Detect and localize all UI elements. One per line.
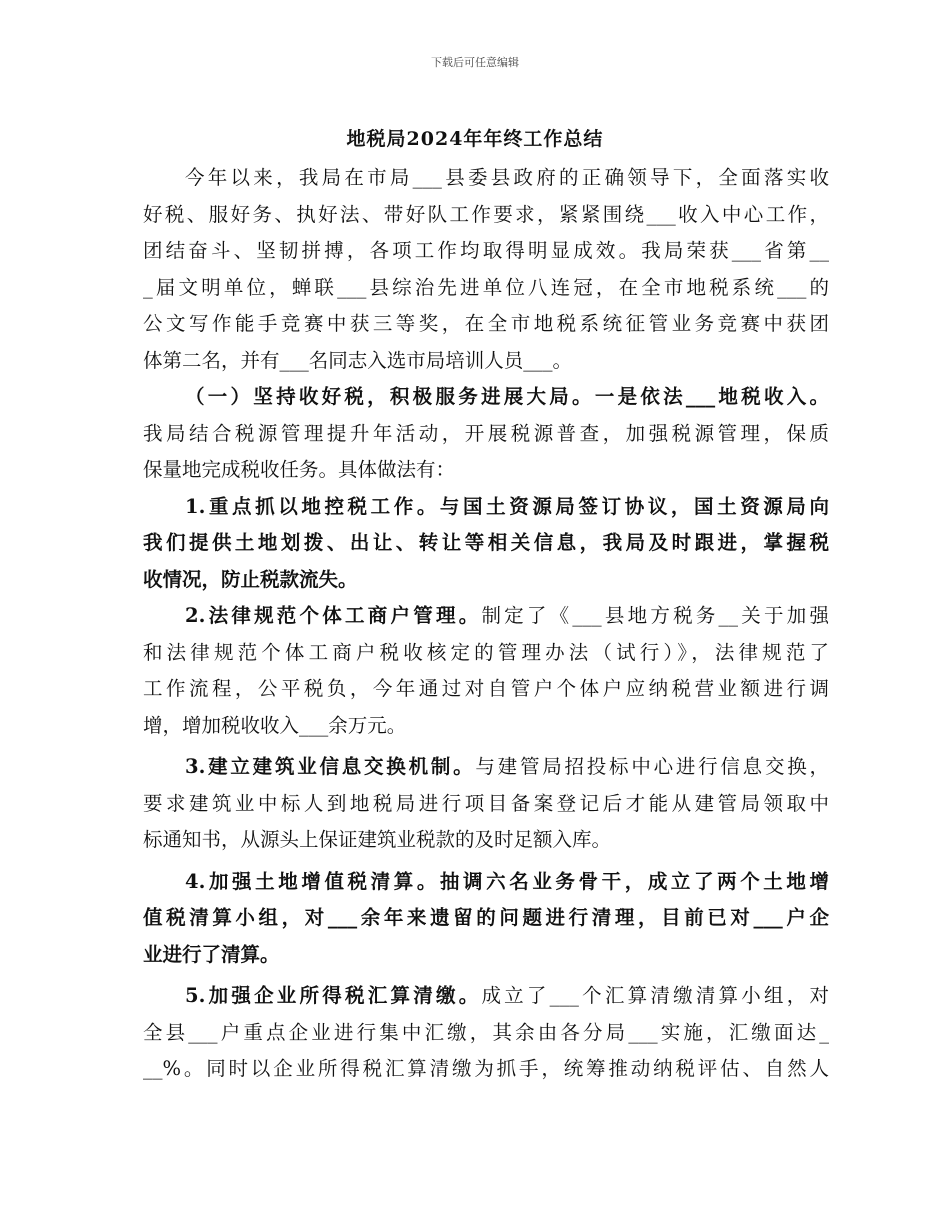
text-line: __%。同时以企业所得税汇算清缴为抓手，统筹推动纳税评估、自然人: [143, 1057, 829, 1080]
text-line: 和法律规范个体工商户税收核定的管理办法（试行）》，法律规范了: [143, 640, 829, 664]
item-heading: 5.加强企业所得税汇算清缴。: [185, 984, 482, 1007]
paragraph-item-2: [143, 598, 829, 744]
paragraph-section-1: [143, 379, 829, 489]
text-line: [143, 978, 829, 1015]
item-heading: 2.法律规范个体工商户管理。: [185, 604, 482, 627]
paragraph-intro: [143, 160, 829, 379]
text-line: _届文明单位，蝉联___县综治先进单位八连冠，在全市地税系统___的: [143, 275, 829, 299]
text-line: 1.重点抓以地控税工作。与国土资源局签订协议，国土资源局向: [185, 494, 829, 518]
section-heading-line: （一）坚持收好税，积极服务进展大局。一是依法___地税收入。: [185, 385, 829, 408]
text-line: 4.加强土地增值税清算。抽调六名业务骨干，成立了两个土地增: [185, 869, 829, 893]
text-line: 团结奋斗、坚韧拼搏，各项工作均取得明显成效。我局荣获___省第__: [143, 239, 829, 262]
item-text: 与建管局招投标中心进行信息交换，: [475, 755, 829, 778]
text-line: 收情况，防止税款流失。: [143, 567, 358, 591]
header-note: 下载后可任意编辑: [431, 56, 519, 69]
paragraph-item-5: [143, 978, 829, 1088]
text-line: 我们提供土地划拨、出让、转让等相关信息，我局及时跟进，掌握税: [143, 531, 829, 554]
text-line: 体第二名，并有___名同志入选市局培训人员___。: [143, 348, 573, 372]
paragraph-item-1: [143, 489, 829, 599]
document-title: 地税局2024年年终工作总结: [346, 128, 604, 150]
text-line: 业进行了清算。: [143, 942, 280, 966]
text-line: 全县___户重点企业进行集中汇缴，其余由各分局___实施，汇缴面达_: [143, 1020, 829, 1044]
item-heading: 3.建立建筑业信息交换机制。: [185, 755, 476, 778]
text-line: 要求建筑业中标人到地税局进行项目备案登记后才能从建管局领取中: [143, 791, 829, 815]
text-line: 好税、服好务、执好法、带好队工作要求，紧紧围绕___收入中心工作，: [143, 202, 829, 226]
text-line: 公文写作能手竞赛中获三等奖，在全市地税系统征管业务竞赛中获团: [143, 312, 829, 335]
paragraph-item-4: [143, 864, 829, 974]
text-line: [143, 749, 829, 786]
text-line: 标通知书，从源头上保证建筑业税款的及时足额入库。: [143, 828, 612, 851]
text-line: 工作流程，公平税负，今年通过对自管户个体户应纳税营业额进行调: [143, 677, 829, 700]
text-line: 保量地完成税收任务。具体做法有：: [143, 458, 456, 481]
item-text: 制定了《___县地方税务__关于加强: [481, 604, 829, 627]
text-line: 增，增加税收收入___余万元。: [143, 713, 407, 737]
document-body: [143, 160, 829, 1088]
text-line: 我局结合税源管理提升年活动，开展税源普查，加强税源管理，保质: [143, 421, 829, 445]
text-line: [143, 598, 829, 635]
text-line: 值税清算小组，对___余年来遗留的问题进行清理，目前已对___户企: [143, 906, 829, 929]
text-line: 今年以来，我局在市局___县委县政府的正确领导下，全面落实收: [185, 166, 829, 189]
paragraph-item-3: [143, 749, 829, 859]
item-text: 成立了___个汇算清缴清算小组，对: [481, 984, 829, 1007]
